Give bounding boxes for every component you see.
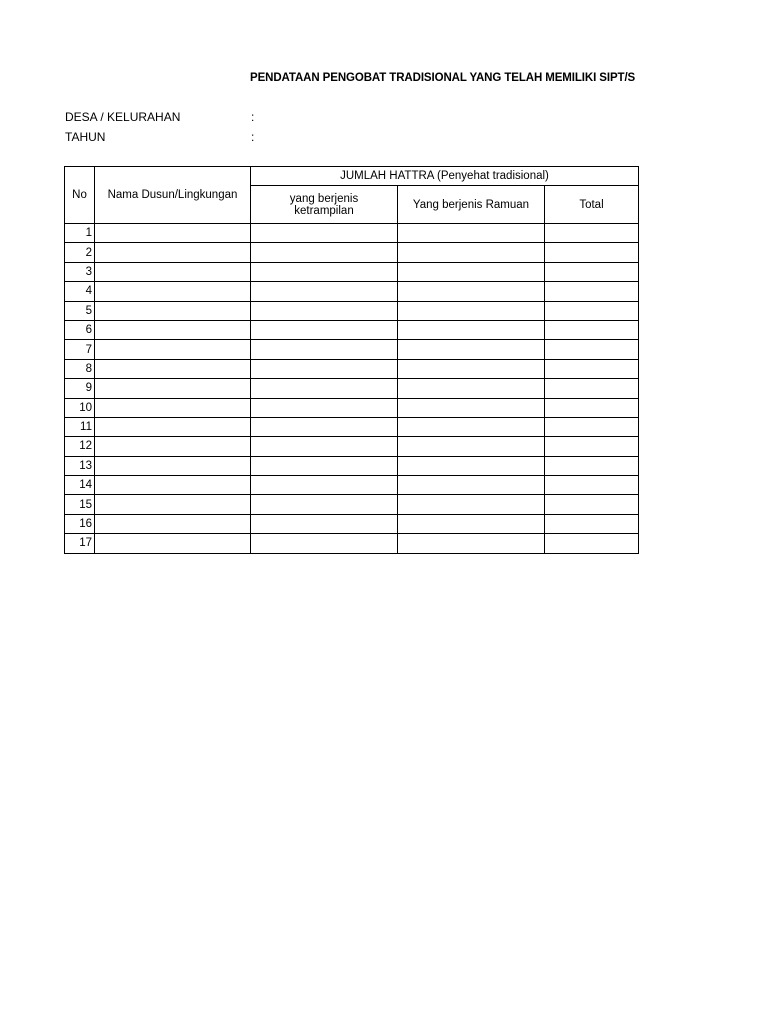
cell-ramuan[interactable] — [398, 224, 545, 243]
table-row — [65, 282, 639, 301]
cell-nama-dusun[interactable] — [95, 301, 251, 320]
cell-ramuan[interactable] — [398, 417, 545, 436]
cell-total[interactable] — [545, 514, 639, 533]
cell-ramuan[interactable] — [398, 243, 545, 262]
cell-total[interactable] — [545, 320, 639, 339]
cell-ramuan[interactable] — [398, 514, 545, 533]
cell-nama-dusun[interactable] — [95, 262, 251, 281]
header-ketrampilan: yang berjenis ketrampilan — [251, 186, 398, 224]
desa-kelurahan-label: DESA / KELURAHAN — [65, 110, 181, 124]
cell-nama-dusun[interactable] — [95, 379, 251, 398]
cell-ketrampilan[interactable] — [251, 340, 398, 359]
desa-kelurahan-colon: : — [251, 110, 255, 124]
cell-ketrampilan[interactable] — [251, 262, 398, 281]
table-row — [65, 340, 639, 359]
cell-total[interactable] — [545, 340, 639, 359]
cell-ramuan[interactable] — [398, 476, 545, 495]
cell-ramuan[interactable] — [398, 379, 545, 398]
table-row — [65, 456, 639, 475]
header-ramuan: Yang berjenis Ramuan — [398, 186, 545, 224]
cell-nama-dusun[interactable] — [95, 456, 251, 475]
cell-total[interactable] — [545, 379, 639, 398]
cell-ketrampilan[interactable] — [251, 398, 398, 417]
cell-ketrampilan[interactable] — [251, 417, 398, 436]
cell-nama-dusun[interactable] — [95, 282, 251, 301]
table-row — [65, 417, 639, 436]
cell-total[interactable] — [545, 417, 639, 436]
cell-ramuan[interactable] — [398, 437, 545, 456]
cell-total[interactable] — [545, 476, 639, 495]
cell-ketrampilan[interactable] — [251, 301, 398, 320]
row-number: 16 — [65, 514, 95, 533]
header-no: No — [65, 167, 95, 224]
cell-ketrampilan[interactable] — [251, 224, 398, 243]
cell-total[interactable] — [545, 398, 639, 417]
cell-ketrampilan[interactable] — [251, 320, 398, 339]
row-number: 12 — [65, 437, 95, 456]
tahun-colon: : — [251, 130, 255, 144]
cell-total[interactable] — [545, 282, 639, 301]
cell-total[interactable] — [545, 359, 639, 378]
cell-total[interactable] — [545, 495, 639, 514]
cell-nama-dusun[interactable] — [95, 224, 251, 243]
row-number: 9 — [65, 379, 95, 398]
document-title: PENDATAAN PENGOBAT TRADISIONAL YANG TELAH MEMILIKI SIPT/S — [250, 72, 636, 84]
cell-nama-dusun[interactable] — [95, 320, 251, 339]
cell-total[interactable] — [545, 534, 639, 553]
table-row — [65, 437, 639, 456]
cell-nama-dusun[interactable] — [95, 243, 251, 262]
table-body — [65, 224, 639, 554]
cell-ramuan[interactable] — [398, 282, 545, 301]
row-number: 1 — [65, 224, 95, 243]
cell-ketrampilan[interactable] — [251, 359, 398, 378]
cell-nama-dusun[interactable] — [95, 359, 251, 378]
cell-ramuan[interactable] — [398, 534, 545, 553]
cell-ramuan[interactable] — [398, 340, 545, 359]
cell-ramuan[interactable] — [398, 301, 545, 320]
row-number: 17 — [65, 534, 95, 553]
cell-nama-dusun[interactable] — [95, 495, 251, 514]
cell-total[interactable] — [545, 301, 639, 320]
table-row — [65, 495, 639, 514]
cell-ramuan[interactable] — [398, 456, 545, 475]
cell-nama-dusun[interactable] — [95, 437, 251, 456]
cell-nama-dusun[interactable] — [95, 398, 251, 417]
row-number: 2 — [65, 243, 95, 262]
row-number: 11 — [65, 417, 95, 436]
row-number: 3 — [65, 262, 95, 281]
cell-ketrampilan[interactable] — [251, 514, 398, 533]
cell-total[interactable] — [545, 224, 639, 243]
tahun-label: TAHUN — [65, 130, 106, 144]
row-number: 13 — [65, 456, 95, 475]
table-row — [65, 534, 639, 553]
row-number: 6 — [65, 320, 95, 339]
cell-nama-dusun[interactable] — [95, 534, 251, 553]
row-number: 14 — [65, 476, 95, 495]
cell-total[interactable] — [545, 456, 639, 475]
table-row — [65, 243, 639, 262]
cell-total[interactable] — [545, 243, 639, 262]
table-row — [65, 514, 639, 533]
table-row — [65, 359, 639, 378]
table-row — [65, 320, 639, 339]
cell-ramuan[interactable] — [398, 320, 545, 339]
row-number: 7 — [65, 340, 95, 359]
row-number: 8 — [65, 359, 95, 378]
cell-ramuan[interactable] — [398, 359, 545, 378]
cell-ketrampilan[interactable] — [251, 476, 398, 495]
cell-ketrampilan[interactable] — [251, 456, 398, 475]
cell-nama-dusun[interactable] — [95, 340, 251, 359]
table-row — [65, 262, 639, 281]
cell-nama-dusun[interactable] — [95, 514, 251, 533]
cell-total[interactable] — [545, 437, 639, 456]
cell-ketrampilan[interactable] — [251, 282, 398, 301]
header-jumlah-hattra: JUMLAH HATTRA (Penyehat tradisional) — [251, 167, 639, 186]
table-row — [65, 476, 639, 495]
header-nama-dusun: Nama Dusun/Lingkungan — [95, 167, 251, 224]
row-number: 4 — [65, 282, 95, 301]
cell-ketrampilan[interactable] — [251, 534, 398, 553]
table-row — [65, 398, 639, 417]
cell-ketrampilan[interactable] — [251, 379, 398, 398]
cell-total[interactable] — [545, 262, 639, 281]
cell-nama-dusun[interactable] — [95, 476, 251, 495]
cell-ramuan[interactable] — [398, 495, 545, 514]
table-row — [65, 224, 639, 243]
table-row — [65, 379, 639, 398]
cell-ramuan[interactable] — [398, 398, 545, 417]
cell-ketrampilan[interactable] — [251, 437, 398, 456]
row-number: 5 — [65, 301, 95, 320]
cell-nama-dusun[interactable] — [95, 417, 251, 436]
header-total: Total — [545, 186, 639, 224]
cell-ketrampilan[interactable] — [251, 243, 398, 262]
cell-ketrampilan[interactable] — [251, 495, 398, 514]
cell-ramuan[interactable] — [398, 262, 545, 281]
row-number: 15 — [65, 495, 95, 514]
table-row — [65, 301, 639, 320]
hattra-table — [64, 166, 639, 554]
row-number: 10 — [65, 398, 95, 417]
